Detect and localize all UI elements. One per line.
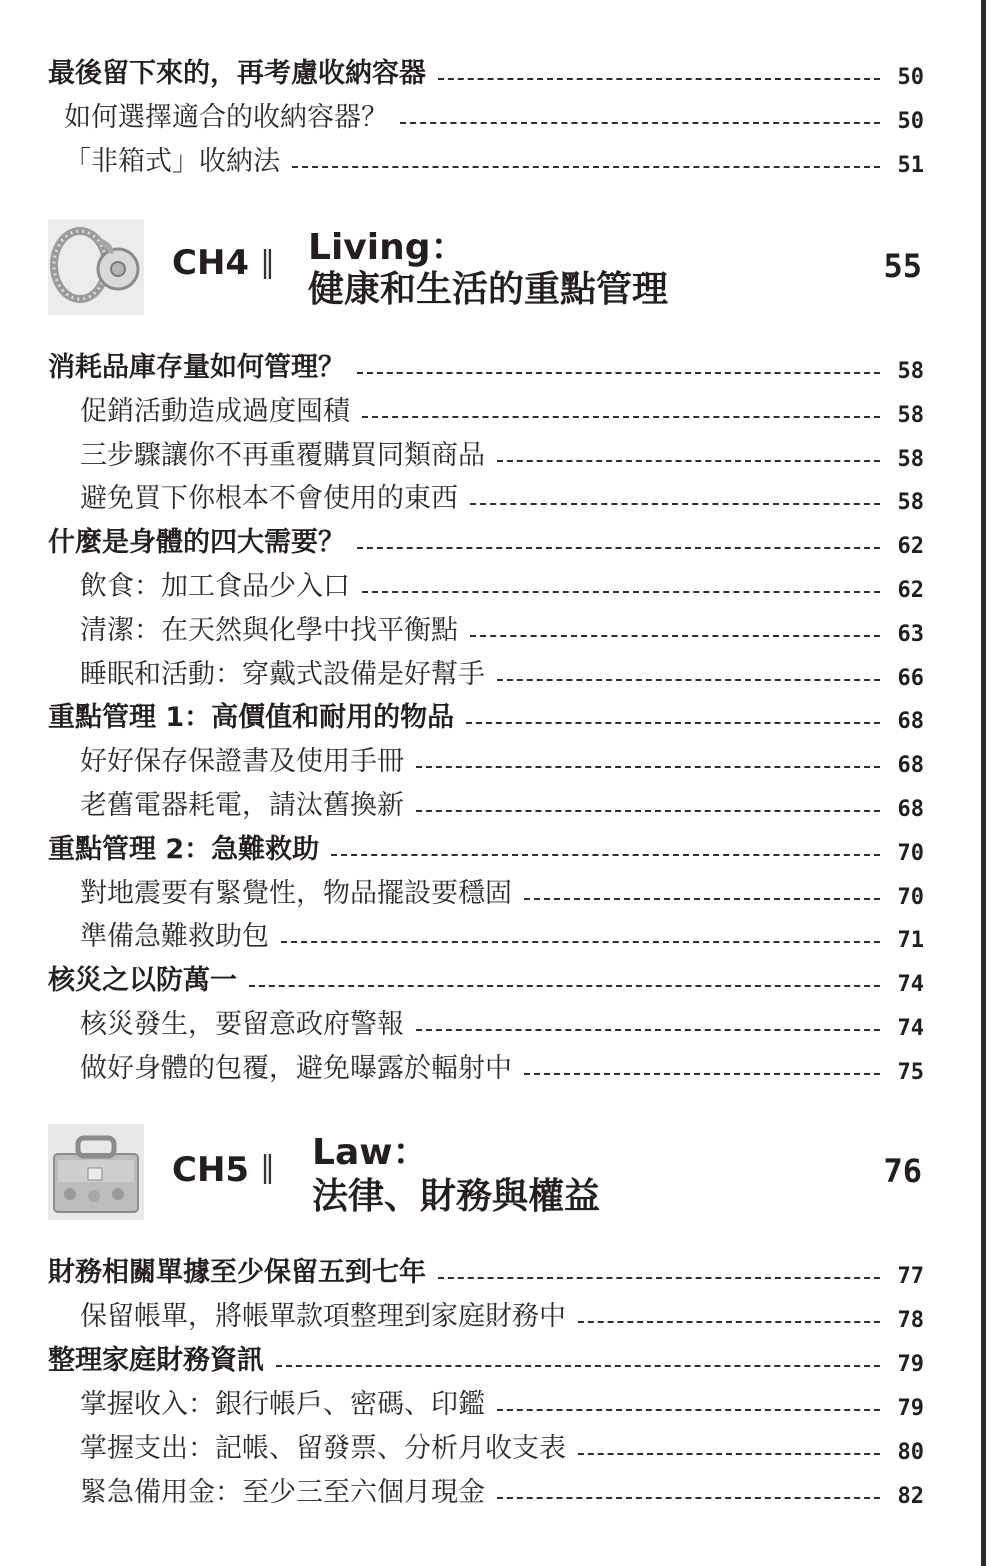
entry-title: 飲食：加工食品少入口 (80, 571, 350, 602)
dot-leader (470, 503, 880, 505)
toc-entry-main[interactable] (48, 527, 924, 558)
toc-entry-main[interactable] (48, 1345, 924, 1376)
toc-entry-sub[interactable] (80, 1433, 924, 1464)
toc-entry-main[interactable] (48, 702, 924, 733)
chapter-page-number: 76 (883, 1152, 922, 1190)
page-number: 79 (897, 1396, 924, 1422)
dot-leader (331, 854, 880, 856)
toc-entry-sub[interactable] (80, 440, 924, 471)
toc-entry-sub[interactable] (64, 146, 924, 177)
toc-entry-main[interactable] (48, 352, 924, 383)
dot-leader (497, 1497, 880, 1499)
chapter-header-ch4[interactable] (48, 219, 924, 319)
dot-leader (497, 460, 880, 462)
page-number: 58 (897, 446, 924, 472)
dot-leader (249, 985, 880, 987)
entry-title: 核災發生，要留意政府警報 (80, 1009, 404, 1040)
entry-title: 清潔：在天然與化學中找平衡點 (80, 614, 458, 646)
page-number: 62 (897, 534, 924, 560)
dot-leader (578, 1321, 880, 1323)
page-number: 77 (897, 1264, 924, 1290)
page-number: 70 (897, 884, 924, 910)
dot-leader (292, 166, 880, 168)
page-number: 58 (897, 359, 924, 385)
toc-entry-sub[interactable] (80, 746, 924, 777)
toc-entry-sub[interactable] (80, 1009, 924, 1040)
toc-entry-sub[interactable] (80, 1053, 924, 1084)
toc-entry-sub[interactable] (80, 878, 924, 909)
dot-leader (416, 1029, 880, 1031)
page-number: 74 (897, 1016, 924, 1042)
dot-leader (357, 547, 880, 549)
chapter-header-ch5[interactable] (48, 1124, 924, 1224)
entry-title: 財務相關單據至少保留五到七年 (48, 1257, 426, 1288)
chapter-label: CH4 (172, 243, 250, 283)
page-number: 68 (897, 709, 924, 735)
toc-entry-sub[interactable] (80, 790, 924, 821)
entry-title: 核災之以防萬一 (48, 965, 237, 997)
dot-leader (524, 898, 880, 900)
entry-title: 好好保存保證書及使用手冊 (80, 746, 404, 778)
dot-leader (281, 941, 880, 943)
chapter-separator: ‖ (260, 1150, 275, 1185)
page-number: 68 (897, 797, 924, 823)
page-number: 79 (897, 1352, 924, 1378)
toc-entry-main[interactable] (48, 1257, 924, 1288)
page-number: 62 (897, 578, 924, 604)
entry-title: 對地震要有緊覺性，物品擺設要穩固 (80, 877, 512, 909)
entry-title: 避免買下你根本不會使用的東西 (80, 483, 458, 515)
chapter-label: CH5 (172, 1150, 250, 1190)
page-number: 50 (897, 109, 924, 135)
chapter-title-zh: 健康和生活的重點管理 (308, 269, 669, 310)
dot-leader (470, 635, 880, 637)
entry-title: 睡眠和活動：穿戴式設備是好幫手 (80, 658, 485, 690)
entry-title: 緊急備用金：至少三至六個月現金 (80, 1477, 485, 1508)
toc-entry-sub[interactable] (80, 1477, 924, 1508)
page-number: 75 (897, 1059, 924, 1085)
entry-title: 如何選擇適合的收納容器？ (64, 102, 388, 133)
page-number: 58 (897, 402, 924, 428)
entry-title: 什麼是身體的四大需要？ (48, 527, 345, 559)
toc-entry-sub[interactable] (80, 921, 924, 952)
toc-entry-sub[interactable] (80, 571, 924, 602)
entry-title: 掌握支出：記帳、留發票、分析月收支表 (80, 1433, 566, 1464)
entry-title: 重點管理 1：高價值和耐用的物品 (48, 702, 455, 734)
toc-entry-sub[interactable] (80, 615, 924, 646)
page-number: 80 (897, 1440, 924, 1466)
dot-leader (362, 591, 880, 593)
dot-leader (578, 1453, 880, 1455)
lunchbox-thumbnail (48, 1124, 144, 1220)
toc-entry-main[interactable] (48, 58, 924, 89)
page-number: 51 (897, 153, 924, 179)
dot-leader (524, 1073, 880, 1075)
entry-title: 消耗品庫存量如何管理？ (48, 352, 345, 383)
page-number: 70 (897, 840, 924, 866)
entry-title: 最後留下來的，再考慮收納容器 (48, 58, 426, 89)
page-number: 58 (897, 490, 924, 516)
dot-leader (438, 78, 880, 80)
entry-title: 準備急難救助包 (80, 921, 269, 953)
dot-leader (400, 122, 880, 124)
chapter-title-en: Law： (312, 1132, 429, 1173)
dot-leader (497, 679, 880, 681)
dot-leader (438, 1277, 880, 1279)
dot-leader (357, 372, 880, 374)
dot-leader (276, 1365, 880, 1367)
page-number: 82 (897, 1484, 924, 1510)
page-number: 78 (897, 1308, 924, 1334)
entry-title: 掌握收入：銀行帳戶、密碼、印鑑 (80, 1389, 485, 1420)
chapter-page-number: 55 (883, 247, 922, 285)
toc-entry-sub[interactable] (80, 1389, 924, 1420)
entry-title: 整理家庭財務資訊 (48, 1345, 264, 1376)
chapter-title-en: Living： (308, 227, 467, 268)
page-edge-rule (981, 0, 986, 1566)
entry-title: 保留帳單，將帳單款項整理到家庭財務中 (80, 1301, 566, 1332)
toc-entry-sub[interactable] (80, 659, 924, 690)
page-number: 63 (897, 621, 924, 647)
tape-measure-thumbnail (48, 219, 144, 315)
dot-leader (362, 416, 880, 418)
entry-title: 「非箱式」收納法 (64, 146, 280, 177)
entry-title: 促銷活動造成過度囤積 (80, 395, 350, 427)
dot-leader (416, 766, 880, 768)
toc-entry-sub[interactable] (80, 1301, 924, 1332)
chapter-title-zh: 法律、財務與權益 (312, 1176, 601, 1217)
dot-leader (497, 1409, 880, 1411)
entry-title: 做好身體的包覆，避免曝露於輻射中 (80, 1052, 512, 1084)
toc-entry-sub[interactable] (80, 483, 924, 514)
page-number: 68 (897, 753, 924, 779)
toc-entry-sub[interactable] (64, 102, 924, 133)
entry-title: 重點管理 2：急難救助 (48, 833, 320, 865)
page-number: 74 (897, 972, 924, 998)
toc-entry-main[interactable] (48, 834, 924, 865)
page-number: 66 (897, 665, 924, 691)
dot-leader (416, 810, 880, 812)
toc-entry-sub[interactable] (80, 396, 924, 427)
chapter-separator: ‖ (260, 245, 275, 280)
dot-leader (466, 722, 880, 724)
page-number: 50 (897, 65, 924, 91)
entry-title: 老舊電器耗電，請汰舊換新 (80, 790, 404, 821)
toc-entry-main[interactable] (48, 965, 924, 996)
page-number: 71 (897, 928, 924, 954)
entry-title: 三步驟讓你不再重覆購買同類商品 (80, 439, 485, 471)
